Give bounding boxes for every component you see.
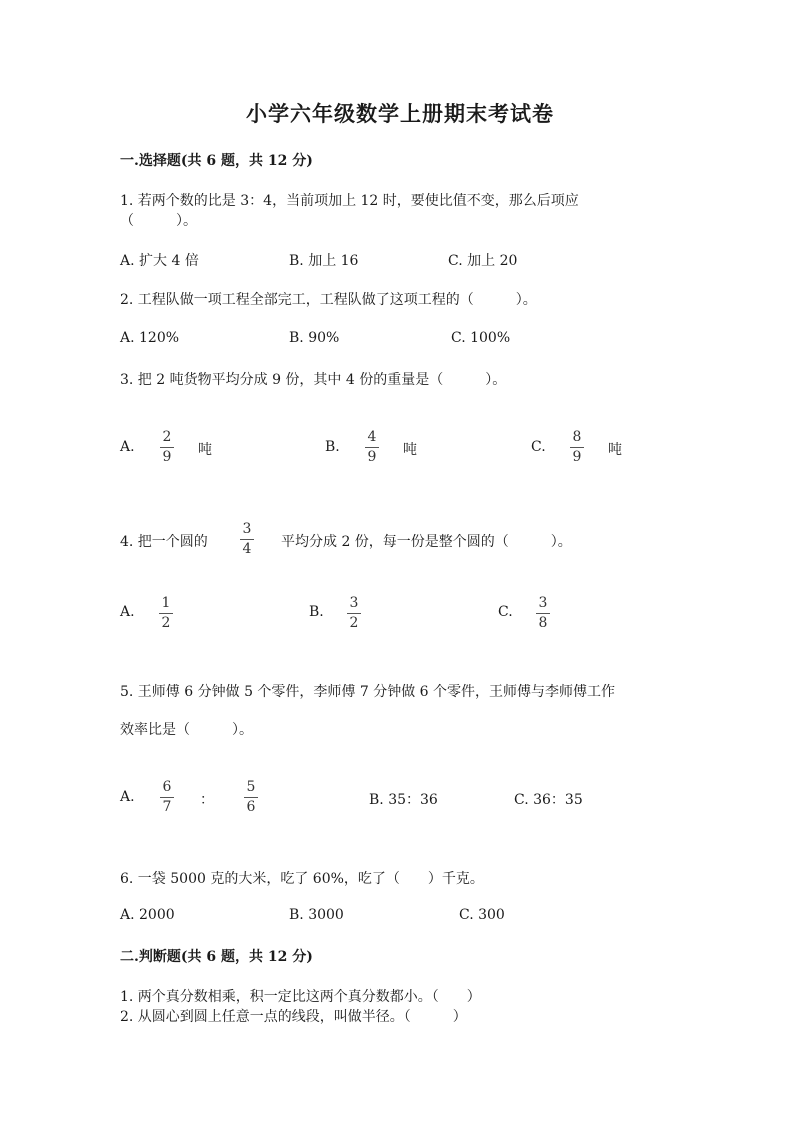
fraction-numerator: 1 bbox=[161, 595, 171, 611]
question-4-prefix: 4. 把一个圆的 bbox=[120, 534, 208, 550]
fraction-numerator: 4 bbox=[367, 429, 377, 445]
fraction-bar bbox=[536, 613, 550, 614]
fraction-numerator: 6 bbox=[162, 779, 172, 795]
question-1-option-c: C. 加上 20 bbox=[448, 253, 518, 269]
question-1-line2: （ ）。 bbox=[120, 213, 197, 229]
question-6-option-c: C. 300 bbox=[459, 907, 505, 923]
question-4-fraction bbox=[240, 522, 254, 557]
question-6-option-b: B. 3000 bbox=[289, 907, 344, 923]
section-heading-true-false: 二.判断题(共 6 题，共 12 分) bbox=[120, 949, 313, 965]
fraction-bar bbox=[160, 447, 174, 448]
question-5-option-c: C. 36：35 bbox=[514, 792, 583, 808]
fraction-numerator: 5 bbox=[246, 779, 256, 795]
question-1-option-a: A. 扩大 4 倍 bbox=[120, 253, 199, 269]
question-2-option-c: C. 100% bbox=[451, 330, 511, 346]
question-5-option-a-fraction-2 bbox=[244, 780, 258, 815]
question-6-option-a: A. 2000 bbox=[120, 907, 175, 923]
question-4-suffix: 平均分成 2 份，每一份是整个圆的（ ）。 bbox=[281, 534, 572, 550]
question-5-option-a-label: A. bbox=[120, 789, 135, 805]
question-2-option-a: A. 120% bbox=[120, 330, 180, 346]
question-6-text: 6. 一袋 5000 克的大米，吃了 60%，吃了（ ）千克。 bbox=[120, 871, 484, 887]
fraction-denominator: 4 bbox=[242, 541, 252, 557]
question-5-option-a-fraction-1 bbox=[160, 780, 174, 815]
tf-question-2: 2. 从圆心到圆上任意一点的线段，叫做半径。（ ） bbox=[120, 1009, 467, 1025]
question-4-option-b-fraction bbox=[347, 596, 361, 631]
question-5-line2: 效率比是（ ）。 bbox=[120, 722, 253, 738]
question-3-option-c-fraction bbox=[570, 430, 584, 465]
fraction-bar bbox=[159, 613, 173, 614]
fraction-numerator: 8 bbox=[572, 429, 582, 445]
question-2-option-b: B. 90% bbox=[289, 330, 340, 346]
section-heading-choice: 一.选择题(共 6 题，共 12 分) bbox=[120, 153, 313, 169]
fraction-denominator: 7 bbox=[162, 799, 172, 815]
question-3-option-c-label: C. bbox=[531, 439, 546, 455]
fraction-denominator: 9 bbox=[572, 449, 582, 465]
fraction-bar bbox=[347, 613, 361, 614]
question-3-option-a-label: A. bbox=[120, 439, 135, 455]
fraction-denominator: 2 bbox=[349, 615, 359, 631]
question-4-option-a-fraction bbox=[159, 596, 173, 631]
question-3-text: 3. 把 2 吨货物平均分成 9 份，其中 4 份的重量是（ ）。 bbox=[120, 372, 507, 388]
fraction-denominator: 8 bbox=[538, 615, 548, 631]
fraction-numerator: 3 bbox=[349, 595, 359, 611]
fraction-denominator: 9 bbox=[367, 449, 377, 465]
question-3-option-c-unit: 吨 bbox=[608, 442, 622, 458]
question-4-option-c-fraction bbox=[536, 596, 550, 631]
fraction-numerator: 3 bbox=[242, 521, 252, 537]
fraction-bar bbox=[570, 447, 584, 448]
question-3-option-a-unit: 吨 bbox=[198, 442, 212, 458]
fraction-bar bbox=[160, 797, 174, 798]
question-4-option-b-label: B. bbox=[309, 604, 324, 620]
fraction-numerator: 2 bbox=[162, 429, 172, 445]
question-5-option-b: B. 35：36 bbox=[369, 792, 438, 808]
question-3-option-b-unit: 吨 bbox=[403, 442, 417, 458]
fraction-denominator: 6 bbox=[246, 799, 256, 815]
question-5-option-a-colon: ： bbox=[200, 792, 214, 808]
question-3-option-b-label: B. bbox=[325, 439, 340, 455]
question-4-option-c-label: C. bbox=[498, 604, 513, 620]
fraction-bar bbox=[240, 539, 254, 540]
question-3-option-b-fraction bbox=[365, 430, 379, 465]
page-title: 小学六年级数学上册期末考试卷 bbox=[246, 101, 554, 126]
fraction-bar bbox=[244, 797, 258, 798]
question-5-line1: 5. 王师傅 6 分钟做 5 个零件，李师傅 7 分钟做 6 个零件，王师傅与李师傅工作 bbox=[120, 684, 616, 700]
question-1-option-b: B. 加上 16 bbox=[289, 253, 359, 269]
question-1-line1: 1. 若两个数的比是 3：4，当前项加上 12 时，要使比值不变，那么后项应 bbox=[120, 193, 579, 209]
question-2-text: 2. 工程队做一项工程全部完工，工程队做了这项工程的（ ）。 bbox=[120, 292, 537, 308]
question-4-option-a-label: A. bbox=[120, 604, 135, 620]
question-3-option-a-fraction bbox=[160, 430, 174, 465]
fraction-numerator: 3 bbox=[538, 595, 548, 611]
fraction-bar bbox=[365, 447, 379, 448]
tf-question-1: 1. 两个真分数相乘，积一定比这两个真分数都小。（ ） bbox=[120, 989, 481, 1005]
fraction-denominator: 9 bbox=[162, 449, 172, 465]
fraction-denominator: 2 bbox=[161, 615, 171, 631]
